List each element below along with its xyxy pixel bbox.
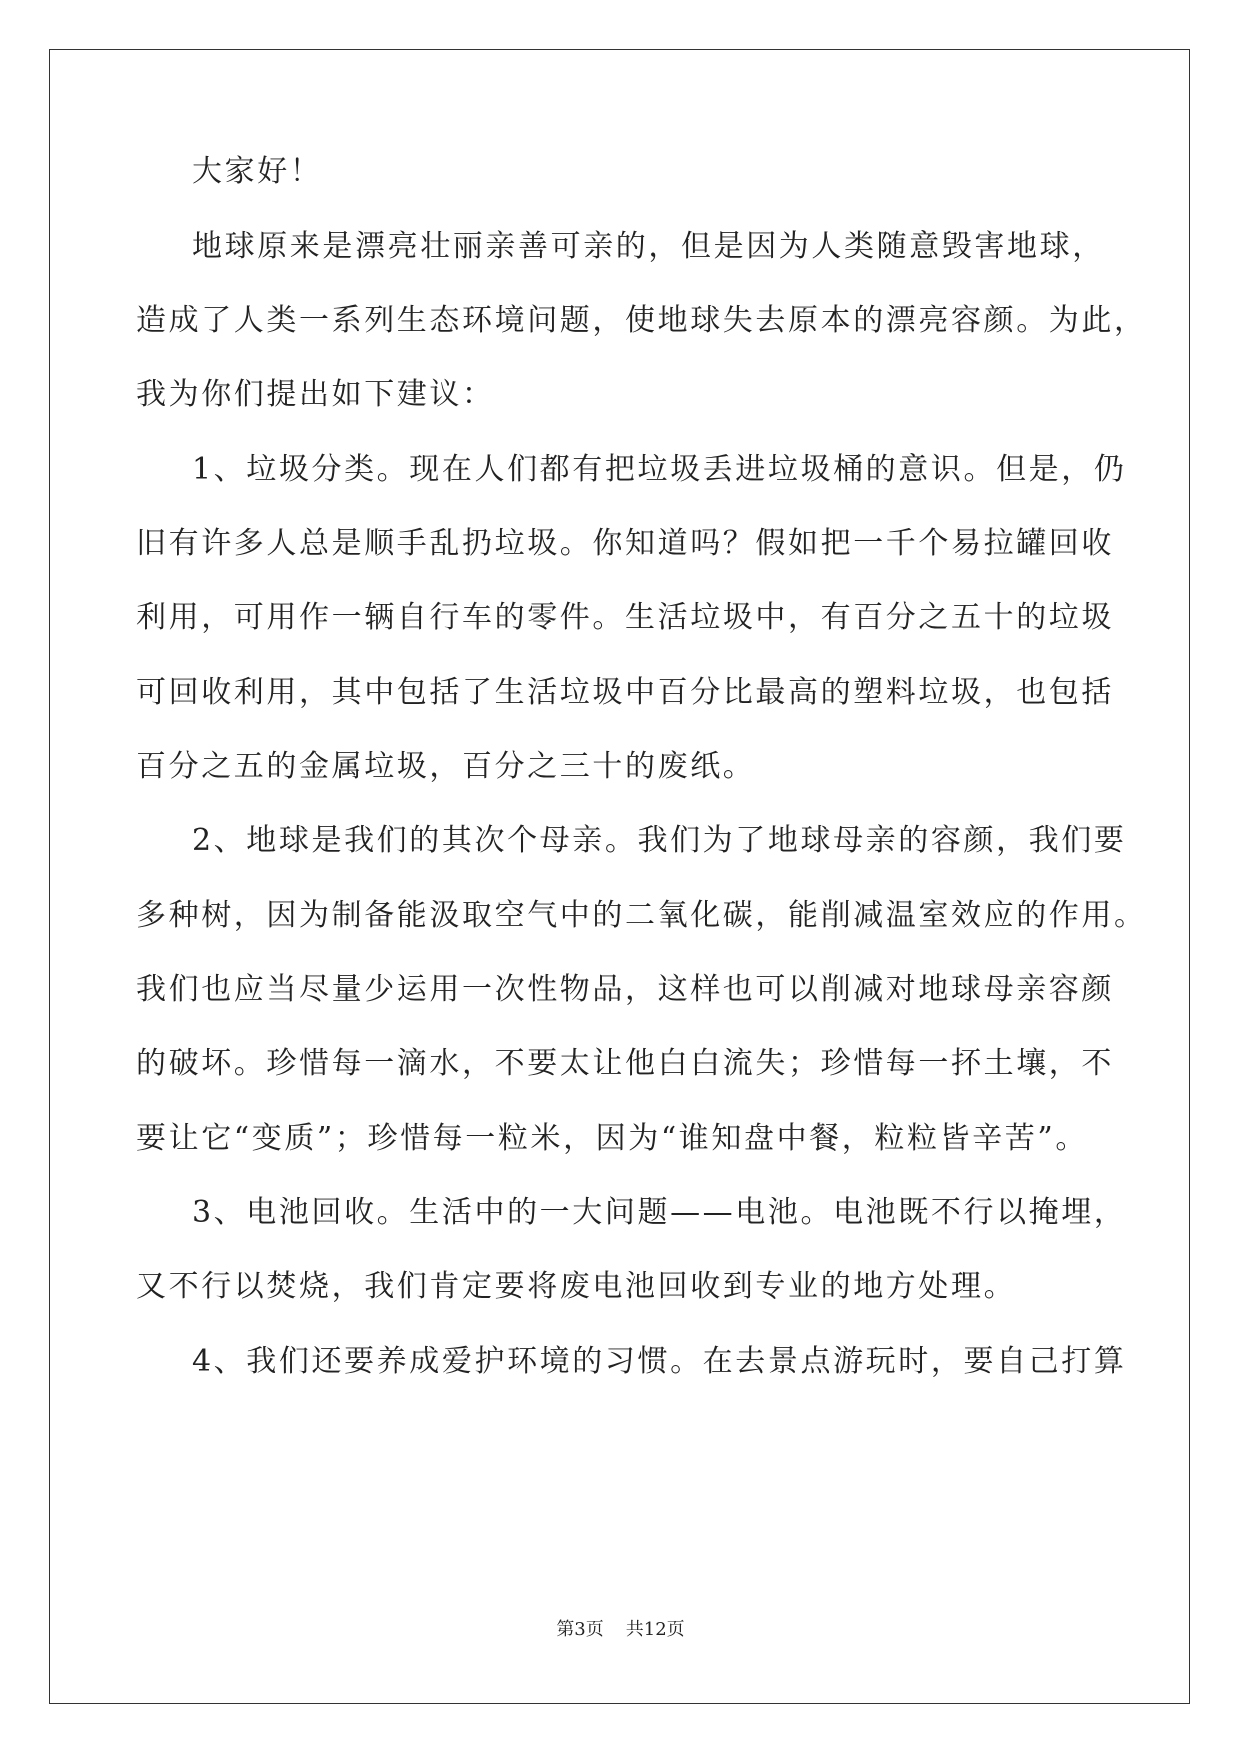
text-line: 的破坏。珍惜每一滴水，不要太让他白白流失；珍惜每一抔土壤，不 (136, 1046, 1114, 1081)
text-line: 我为你们提出如下建议： (136, 377, 495, 412)
text-line: 旧有许多人总是顺手乱扔垃圾。你知道吗？假如把一千个易拉罐回收 (136, 526, 1114, 561)
page-number-total: 共12页 (625, 1619, 685, 1640)
text-line: 2、地球是我们的其次个母亲。我们为了地球母亲的容颜，我们要 (192, 823, 1127, 858)
text-line: 利用，可用作一辆自行车的零件。生活垃圾中，有百分之五十的垃圾 (136, 600, 1114, 635)
text-line: 1、垃圾分类。现在人们都有把垃圾丢进垃圾桶的意识。但是，仍 (192, 452, 1127, 487)
page-footer (0, 1618, 1241, 1642)
text-line: 大家好！ (192, 154, 323, 189)
text-line: 4、我们还要养成爱护环境的习惯。在去景点游玩时，要自己打算 (192, 1344, 1127, 1379)
page-border (49, 49, 1190, 1704)
page-number-current: 第3页 (556, 1619, 604, 1640)
text-line: 多种树，因为制备能汲取空气中的二氧化碳，能削减温室效应的作用。 (136, 898, 1147, 933)
text-line: 百分之五的金属垃圾，百分之三十的废纸。 (136, 749, 756, 784)
text-line: 可回收利用，其中包括了生活垃圾中百分比最高的塑料垃圾，也包括 (136, 675, 1114, 710)
text-line: 又不行以焚烧，我们肯定要将废电池回收到专业的地方处理。 (136, 1269, 1017, 1304)
text-line: 3、电池回收。生活中的一大问题——电池。电池既不行以掩埋， (192, 1195, 1127, 1230)
text-line: 要让它“变质”；珍惜每一粒米，因为“谁知盘中餐，粒粒皆辛苦”。 (136, 1121, 1088, 1156)
text-line: 地球原来是漂亮壮丽亲善可亲的，但是因为人类随意毁害地球， (192, 229, 1105, 264)
text-line: 造成了人类一系列生态环境问题，使地球失去原本的漂亮容颜。为此， (136, 303, 1147, 338)
text-line: 我们也应当尽量少运用一次性物品，这样也可以削减对地球母亲容颜 (136, 972, 1114, 1007)
